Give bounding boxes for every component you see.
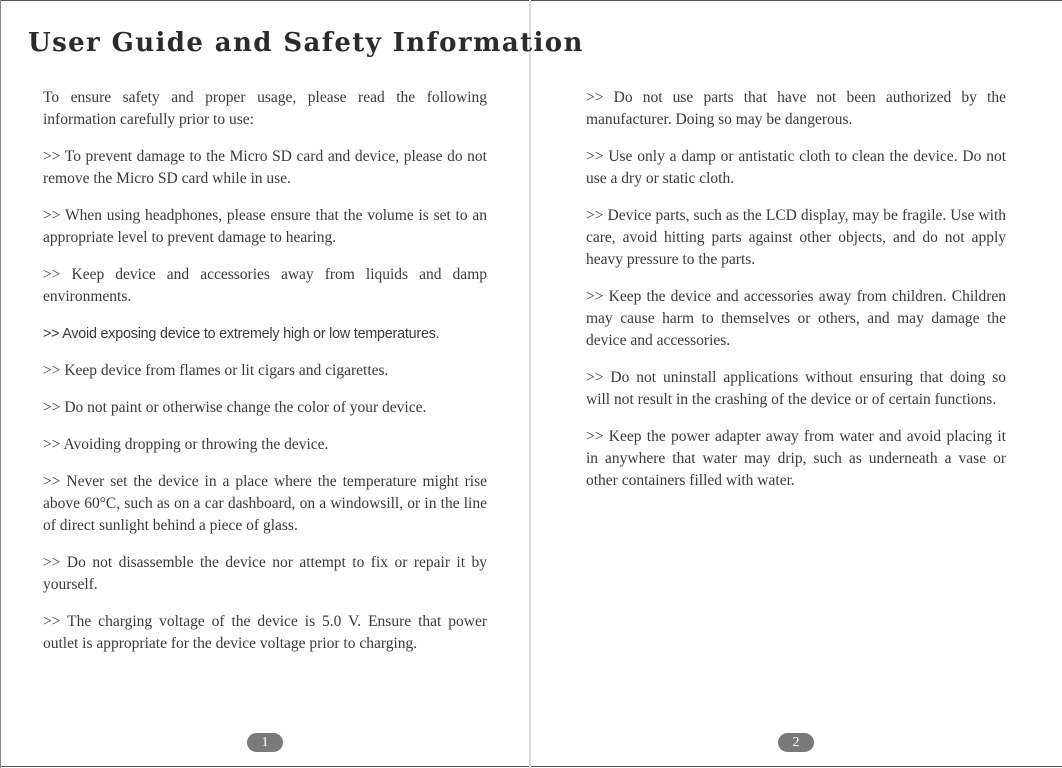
safety-item-children: >> Keep the device and accessories away from children. Children may cause harm to themselves or others, and may damage the device and accessories. xyxy=(586,288,1006,349)
safety-item-liquids: >> Keep device and accessories away from liquids and damp environments. xyxy=(43,266,487,305)
right-page xyxy=(531,0,1062,768)
safety-item-dropping: >> Avoiding dropping or throwing the device. xyxy=(43,436,329,453)
intro-paragraph: To ensure safety and proper usage, please read the following information carefully prior to use: xyxy=(43,89,487,128)
safety-item-charging-voltage: >> The charging voltage of the device is 5.0 V. Ensure that power outlet is appropriate for the device voltage prior to charging. xyxy=(43,613,487,652)
page-number-2: 2 xyxy=(778,733,814,752)
safety-item-fragile-parts: >> Device parts, such as the LCD display, may be fragile. Use with care, avoid hitting parts against other objects, and do not apply heavy pressure to the parts. xyxy=(586,207,1006,268)
safety-item-paint: >> Do not paint or otherwise change the color of your device. xyxy=(43,399,427,416)
left-column xyxy=(43,87,487,670)
safety-item-disassemble: >> Do not disassemble the device nor attempt to fix or repair it by yourself. xyxy=(43,554,487,593)
safety-item-authorized-parts: >> Do not use parts that have not been authorized by the manufacturer. Doing so may be dangerous. xyxy=(586,89,1006,128)
safety-item-flames: >> Keep device from flames or lit cigars and cigarettes. xyxy=(43,362,389,379)
safety-item-temperatures: >> Avoid exposing device to extremely high or low temperatures. xyxy=(43,326,440,342)
safety-item-headphones: >> When using headphones, please ensure that the volume is set to an appropriate level to prevent damage to hearing. xyxy=(43,207,487,246)
document-title: User Guide and Safety Information xyxy=(28,28,584,58)
safety-item-sd-card: >> To prevent damage to the Micro SD card and device, please do not remove the Micro SD card while in use. xyxy=(43,148,487,187)
safety-item-uninstall-apps: >> Do not uninstall applications without ensuring that doing so will not result in the crashing of the device or of certain functions. xyxy=(586,369,1006,408)
right-column xyxy=(586,87,1006,507)
page-number-1: 1 xyxy=(247,733,283,752)
safety-item-power-adapter: >> Keep the power adapter away from water and avoid placing it in anywhere that water may drip, such as underneath a vase or other containers filled with water. xyxy=(586,428,1006,489)
safety-item-heat-location: >> Never set the device in a place where the temperature might rise above 60°C, such as on a car dashboard, on a windowsill, or in the line of direct sunlight behind a piece of glass. xyxy=(43,473,487,534)
safety-item-cleaning: >> Use only a damp or antistatic cloth to clean the device. Do not use a dry or static cloth. xyxy=(586,148,1006,187)
